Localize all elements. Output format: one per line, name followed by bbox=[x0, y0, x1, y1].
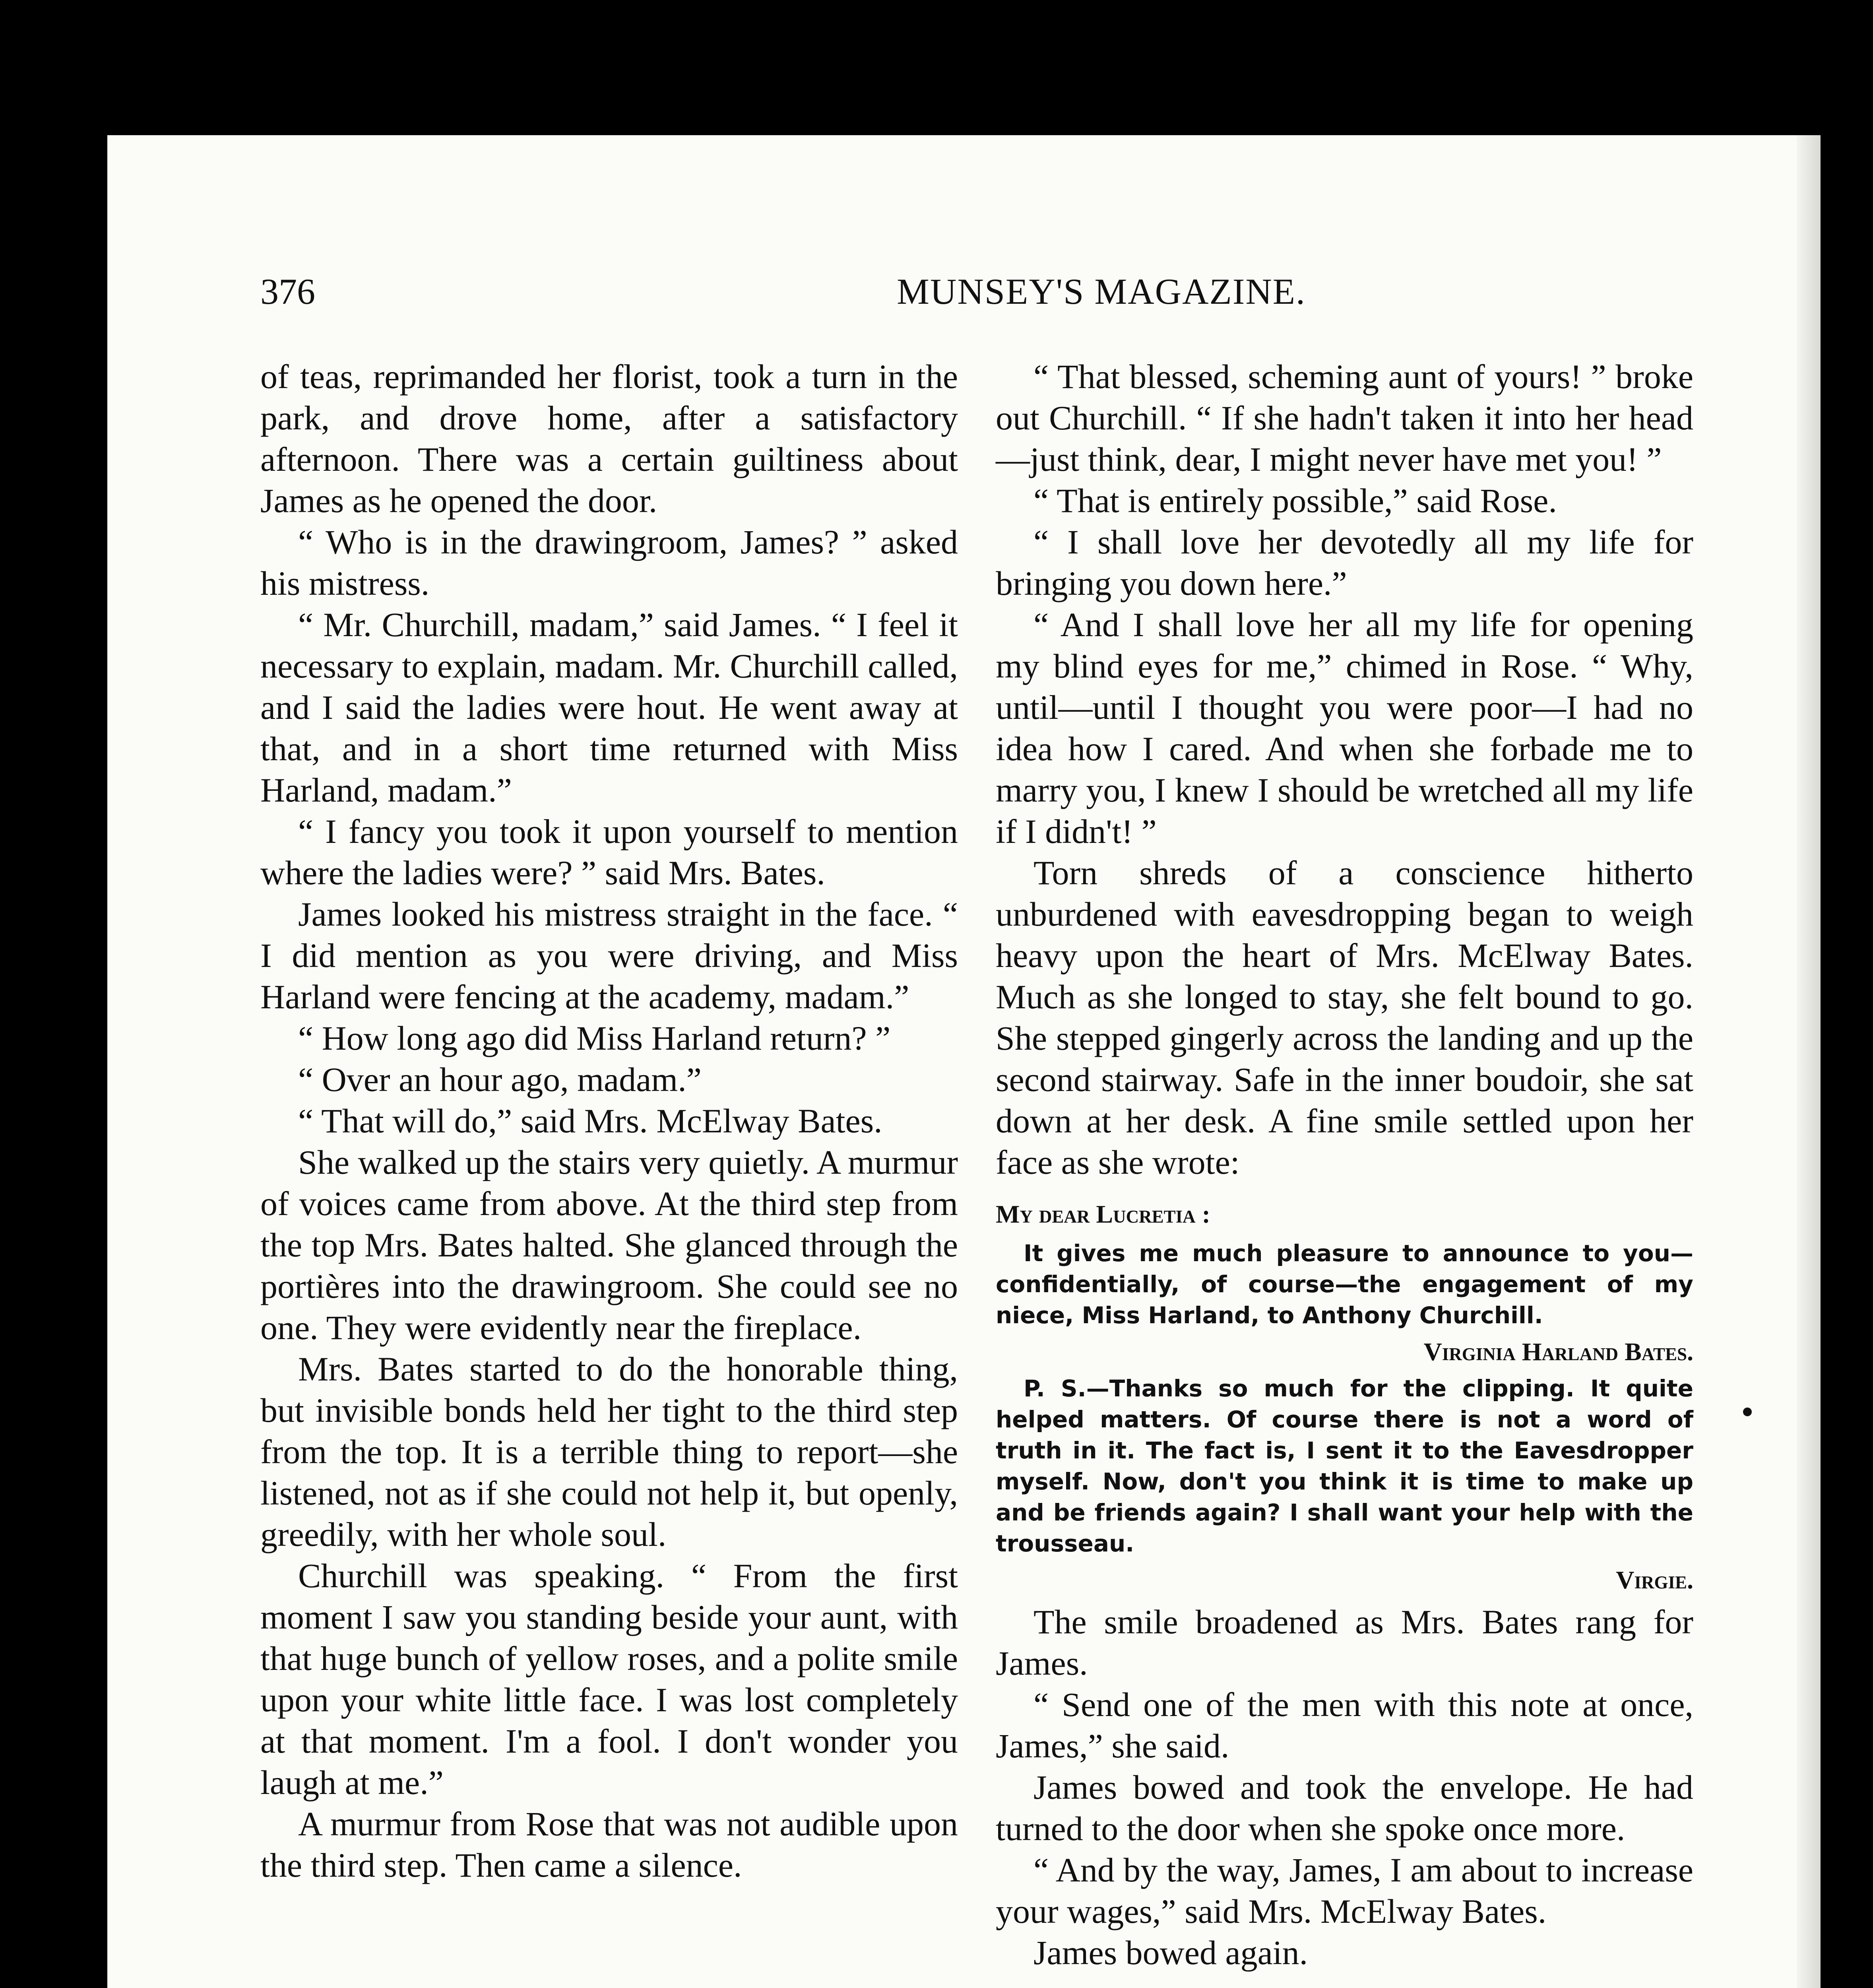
paragraph: “ Send one of the men with this note at once, James,” she said. bbox=[996, 1685, 1693, 1765]
paragraph: A murmur from Rose that was not audible upon the third step. Then came a silence. bbox=[260, 1805, 958, 1884]
paragraph: She walked up the stairs very quietly. A murmur of voices came from above. At the third step from the top Mrs. Bates halted. She glanced through the portières into the drawingroom. She could see no one. They were evidently near the fireplace. bbox=[260, 1143, 958, 1347]
page-number: 376 bbox=[260, 271, 315, 312]
letter-postscript: P. S.—Thanks so much for the clipping. It quite helped matters. Of course there is not a word of truth in it. The fact is, I sent it to the Eavesdropper myself. Now, don't you think it is time to make up and be friends again? I shall want your help with the trousseau. bbox=[996, 1375, 1693, 1557]
magazine-page bbox=[107, 135, 1821, 1988]
paragraph: The smile broadened as Mrs. Bates rang for James. bbox=[996, 1603, 1693, 1682]
paragraph: “ How long ago did Miss Harland return? ” bbox=[298, 1019, 891, 1057]
paragraph: “ Mr. Churchill, madam,” said James. “ I feel it necessary to explain, madam. Mr. Churchill called, and I said the ladies were hout. He went away at that, and in a short time returned with Miss Harland, madam.” bbox=[260, 606, 958, 809]
right-column bbox=[996, 356, 1693, 1973]
ink-speck bbox=[1743, 1408, 1752, 1416]
postscript-signature: Virgie. bbox=[1616, 1566, 1693, 1594]
paragraph: “ That will do,” said Mrs. McElway Bates. bbox=[298, 1102, 882, 1140]
paragraph: “ Over an hour ago, madam.” bbox=[298, 1060, 702, 1099]
page-edge-shadow bbox=[1797, 135, 1821, 1988]
paragraph: “ I shall love her devotedly all my life for bringing you down here.” bbox=[996, 523, 1693, 602]
running-header bbox=[260, 270, 1306, 330]
letter-signature: Virginia Harland Bates. bbox=[1423, 1338, 1693, 1366]
paragraph: James bowed again. bbox=[1033, 1934, 1308, 1972]
paragraph: Mrs. Bates started to do the honorable thing, but invisible bonds held her tight to the third step from the top. It is a terrible thing to report—she listened, not as if she could not help it, but openly, greedily, with her whole soul. bbox=[260, 1350, 958, 1553]
paragraph: Churchill was speaking. “ From the first moment I saw you standing beside your aunt, with that huge bunch of yellow roses, and a polite smile upon your white little face. I was lost completely at that moment. I'm a fool. I don't wonder you laugh at me.” bbox=[260, 1557, 958, 1802]
paragraph: “ And I shall love her all my life for opening my blind eyes for me,” chimed in Rose. “ Why, until—until I thought you were poor—I had no idea how I cared. And when she forbade me to marry you, I knew I should be wretched all my life if I didn't! ” bbox=[996, 606, 1693, 850]
letter-body: It gives me much pleasure to announce to you—confidentially, of course—the engagement of my niece, Miss Harland, to Anthony Churchill. bbox=[996, 1240, 1693, 1329]
left-column bbox=[260, 356, 958, 1886]
paragraph: “ That blessed, scheming aunt of yours! ” broke out Churchill. “ If she hadn't taken it into her head—just think, dear, I might never have met you! ” bbox=[996, 357, 1693, 478]
paragraph: James bowed and took the envelope. He had turned to the door when she spoke once more. bbox=[996, 1768, 1693, 1848]
letter-block bbox=[996, 1199, 1693, 1596]
letter-salutation: My dear Lucretia : bbox=[996, 1200, 1210, 1228]
magazine-title: MUNSEY'S MAGAZINE. bbox=[897, 271, 1306, 312]
paragraph: “ That is entirely possible,” said Rose. bbox=[1033, 481, 1557, 520]
paragraph: Torn shreds of a conscience hitherto unburdened with eavesdropping began to weigh heavy upon the heart of Mrs. McElway Bates. Much as she longed to stay, she felt bound to go. She stepped gingerly across the landing and up the second stairway. Safe in the inner boudoir, she sat down at her desk. A fine smile settled upon her face as she wrote: bbox=[996, 854, 1693, 1181]
paragraph: “ I fancy you took it upon yourself to mention where the ladies were? ” said Mrs. Bates. bbox=[260, 812, 958, 892]
paragraph: “ Who is in the drawingroom, James? ” asked his mistress. bbox=[260, 523, 958, 602]
paragraph: “ And by the way, James, I am about to increase your wages,” said Mrs. McElway Bates. bbox=[996, 1851, 1693, 1930]
paragraph: of teas, reprimanded her florist, took a turn in the park, and drove home, after a satisfactory afternoon. There was a certain guiltiness about James as he opened the door. bbox=[260, 357, 958, 520]
paragraph: James looked his mistress straight in the face. “ I did mention as you were driving, and Miss Harland were fencing at the academy, madam.” bbox=[260, 895, 958, 1016]
